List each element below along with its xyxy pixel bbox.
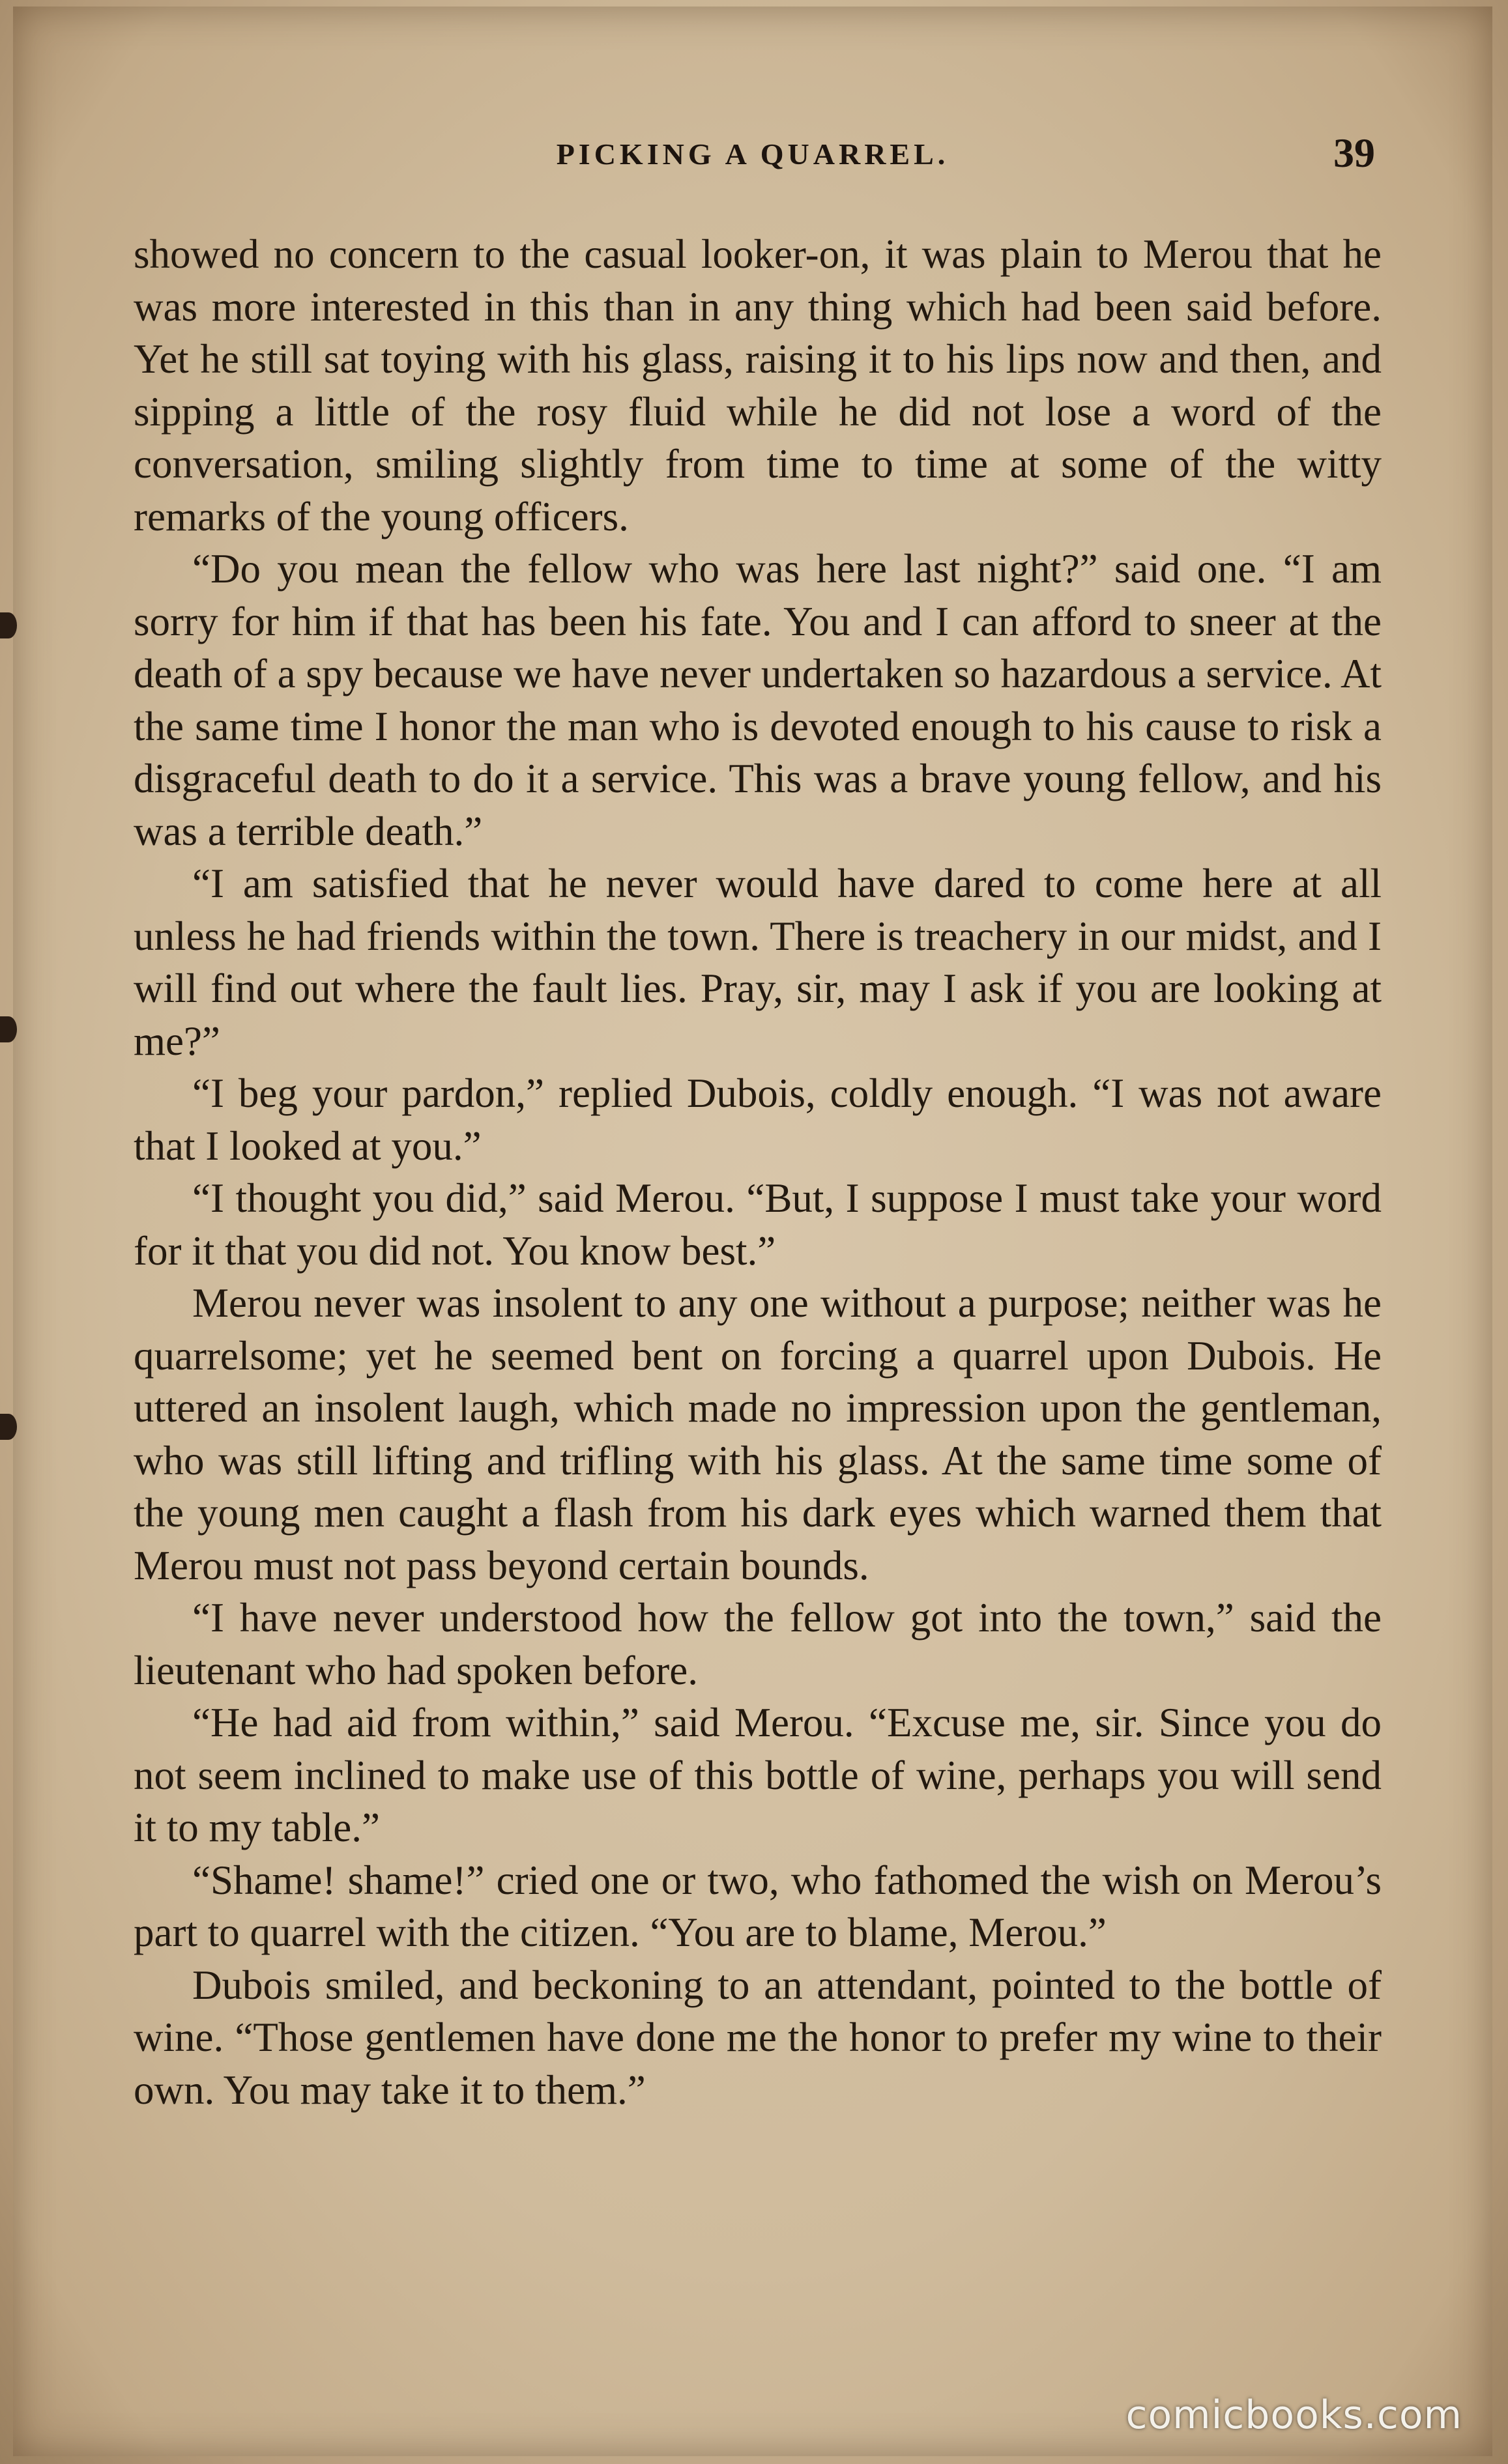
book-page <box>13 7 1492 2456</box>
body-text <box>134 228 1382 2116</box>
paragraph: “I am satisfied that he never would have dared to come here at all unless he had friends within the town. There is treachery in our midst, and I will find out where the fault lies. Pray, sir, may I ask if you are looking at me?” <box>134 861 1382 1064</box>
binding-hole-mark <box>0 1414 17 1440</box>
paragraph: showed no concern to the casual looker-on, it was plain to Merou that he was more interested in this than in any thing which had been said before. Yet he still sat toying with his glass, raising it to his lips now and then, and sipping a little of the rosy fluid while he did not lose a word of the conversation, smiling slightly from time to time at some of the witty remarks of the young officers. <box>134 231 1382 539</box>
page-header <box>130 130 1375 182</box>
binding-hole-mark <box>0 1016 17 1042</box>
paragraph: “I thought you did,” said Merou. “But, I suppose I must take your word for it that you did not. You know best.” <box>134 1175 1382 1274</box>
paragraph: “Shame! shame!” cried one or two, who fathomed the wish on Merou’s part to quarrel with the citizen. “You are to blame, Merou.” <box>134 1857 1382 1955</box>
binding-hole-mark <box>0 612 17 638</box>
running-head: PICKING A QUARREL. <box>556 137 950 171</box>
paragraph: “He had aid from within,” said Merou. “Excuse me, sir. Since you do not seem inclined to make use of this bottle of wine, perhaps you will send it to my table.” <box>134 1700 1382 1850</box>
site-watermark: comicbooks.com <box>1125 2392 1462 2438</box>
paragraph: Dubois smiled, and beckoning to an attendant, pointed to the bottle of wine. “Those gentlemen have done me the honor to prefer my wine to their own. You may take it to them.” <box>134 1962 1382 2113</box>
paragraph: “I beg your pardon,” replied Dubois, coldly enough. “I was not aware that I looked at you.” <box>134 1070 1382 1169</box>
paragraph: “I have never understood how the fellow got into the town,” said the lieutenant who had spoken before. <box>134 1595 1382 1693</box>
paragraph: “Do you mean the fellow who was here last night?” said one. “I am sorry for him if that has been his fate. You and I can afford to sneer at the death of a spy because we have never undertaken so hazardous a service. At the same time I honor the man who is devoted enough to his cause to risk a disgraceful death to do it a service. This was a brave young fellow, and his was a terrible death.” <box>134 546 1382 854</box>
page-number: 39 <box>1333 130 1375 176</box>
paragraph: Merou never was insolent to any one without a purpose; neither was he quarrelsome; yet he seemed bent on forcing a quarrel upon Dubois. He uttered an insolent laugh, which made no impression upon the gentleman, who was still lifting and trifling with his glass. At the same time some of the young men caught a flash from his dark eyes which warned them that Merou must not pass beyond certain bounds. <box>134 1280 1382 1588</box>
